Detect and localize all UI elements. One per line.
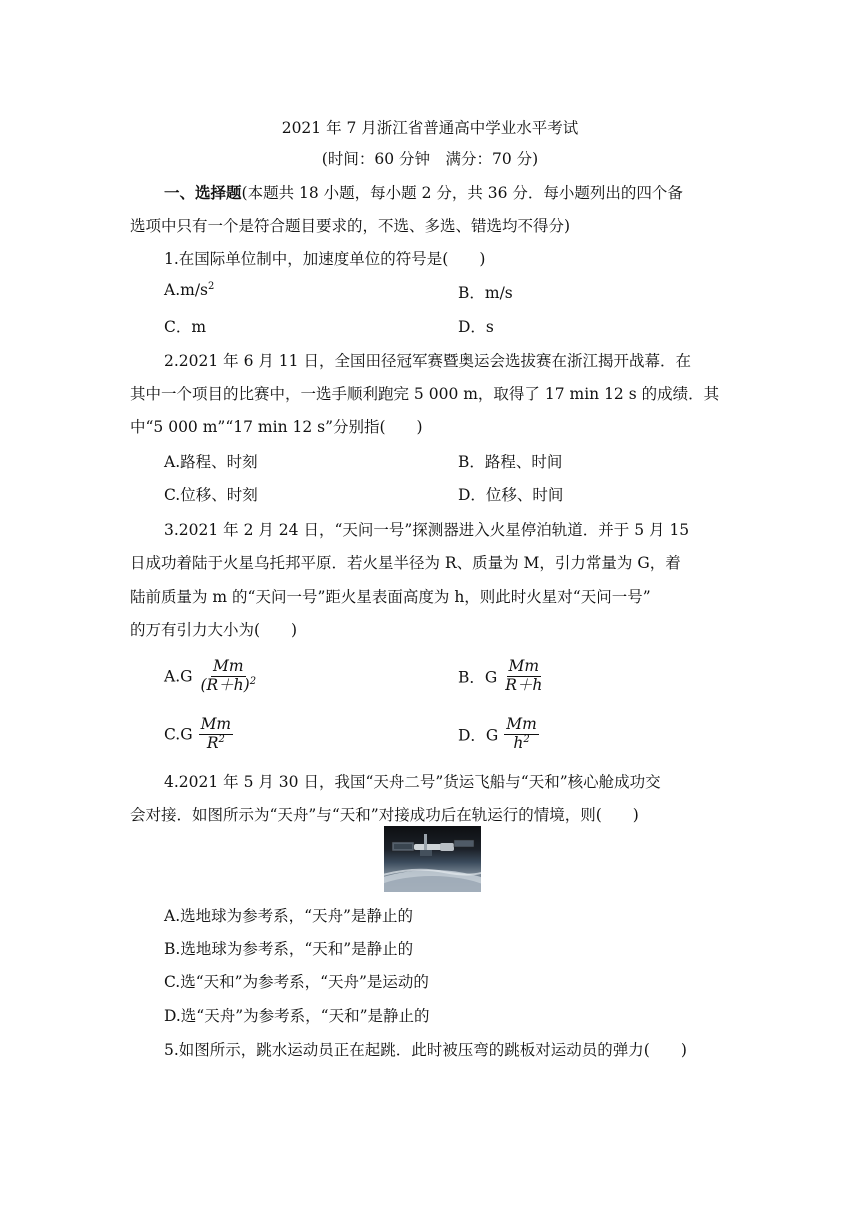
q3-option-c-label: C.G — [164, 725, 193, 744]
q4-line2: 会对接．如图所示为“天舟”与“天和”对接成功后在轨运行的情境，则( ) — [130, 806, 639, 824]
q1-option-b: B．m/s — [458, 284, 513, 302]
q4-line1: 4.2021 年 5 月 30 日，我国“天舟二号”货运飞船与“天和”核心舱成功交 — [164, 773, 661, 791]
q1-option-a-sup: 2 — [208, 280, 215, 292]
q1-option-d: D．s — [458, 318, 494, 336]
q3-option-a-den-text: (R＋h) — [200, 675, 250, 694]
q4-option-d: D.选“天舟”为参考系，“天和”是静止的 — [164, 1007, 430, 1025]
q3-line2: 日成功着陆于火星乌托邦平原．若火星半径为 R、质量为 M，引力常量为 G，着 — [130, 554, 681, 572]
q2-option-a: A.路程、时刻 — [164, 453, 258, 471]
q2-line1: 2.2021 年 6 月 11 日，全国田径冠军赛暨奥运会选拔赛在浙江揭开战幕．在 — [164, 352, 691, 370]
q3-option-d-den-text: h — [513, 733, 524, 752]
q3-option-d-label: D．G — [458, 726, 499, 745]
section-heading: 一、选择题 — [164, 183, 242, 202]
space-station-illustration — [384, 826, 481, 892]
q3-option-a — [164, 658, 259, 695]
q3-option-c — [164, 716, 234, 753]
q1-option-a-text: A.m/s — [164, 281, 208, 299]
q3-option-b-label: B．G — [458, 668, 498, 687]
q4-option-a: A.选地球为参考系，“天舟”是静止的 — [164, 907, 413, 925]
q3-option-d-denominator — [511, 735, 531, 753]
q3-option-c-numerator: Mm — [200, 715, 232, 733]
q3-option-a-den-sup: 2 — [249, 675, 257, 687]
q2-option-d: D．位移、时间 — [458, 486, 564, 504]
q3-option-a-fraction — [198, 658, 258, 695]
q4-option-b: B.选地球为参考系，“天和”是静止的 — [164, 940, 414, 958]
q3-option-c-denominator — [205, 735, 227, 753]
q1-stem: 1.在国际单位制中，加速度单位的符号是( ) — [164, 250, 486, 268]
q5-line1: 5.如图所示，跳水运动员正在起跳．此时被压弯的跳板对运动员的弹力( ) — [164, 1041, 687, 1059]
q3-option-d-fraction — [504, 716, 539, 753]
q2-option-c: C.位移、时刻 — [164, 486, 258, 504]
q3-option-c-fraction — [199, 716, 234, 753]
q3-option-d-den-sup: 2 — [523, 733, 530, 745]
section-intro-line1 — [164, 181, 683, 203]
q3-option-c-den-text: R — [206, 733, 219, 752]
q1-option-c: C．m — [164, 318, 207, 336]
exam-subtitle: (时间：60 分钟 满分：70 分) — [321, 150, 539, 168]
q3-option-b — [458, 658, 545, 695]
q3-option-a-label: A.G — [164, 667, 193, 686]
section-intro-text: (本题共 18 小题，每小题 2 分，共 36 分．每小题列出的四个备 — [241, 184, 683, 202]
q3-option-a-numerator: Mm — [212, 657, 244, 675]
q2-line2: 其中一个项目的比赛中，一选手顺利跑完 5 000 m，取得了 17 min 12 s 的成绩．其 — [130, 385, 720, 403]
q3-option-d-numerator: Mm — [506, 715, 537, 733]
q3-option-a-denominator — [198, 677, 258, 695]
q3-line1: 3.2021 年 2 月 24 日，“天问一号”探测器进入火星停泊轨道．并于 5 月 15 — [164, 521, 690, 539]
q3-option-b-fraction — [503, 658, 544, 695]
q2-option-b: B．路程、时间 — [458, 453, 563, 471]
q3-option-b-numerator: Mm — [508, 657, 540, 675]
q3-option-d — [458, 716, 540, 753]
q3-line4: 的万有引力大小为( ) — [130, 621, 298, 639]
section-intro-line2: 选项中只有一个是符合题目要求的，不选、多选、错选均不得分) — [130, 217, 571, 235]
q4-option-c: C.选“天和”为参考系，“天舟”是运动的 — [164, 973, 429, 991]
q3-option-c-den-sup: 2 — [218, 733, 225, 745]
q1-option-a — [164, 281, 214, 299]
exam-title: 2021 年 7 月浙江省普通高中学业水平考试 — [281, 119, 579, 137]
q3-line3: 陆前质量为 m 的“天问一号”距火星表面高度为 h，则此时火星对“天问一号” — [130, 588, 651, 606]
space-station-docking-image — [384, 826, 481, 892]
q3-option-b-denominator: R＋h — [505, 675, 543, 694]
q2-line3: 中“5 000 m”“17 min 12 s”分别指( ) — [130, 418, 423, 436]
